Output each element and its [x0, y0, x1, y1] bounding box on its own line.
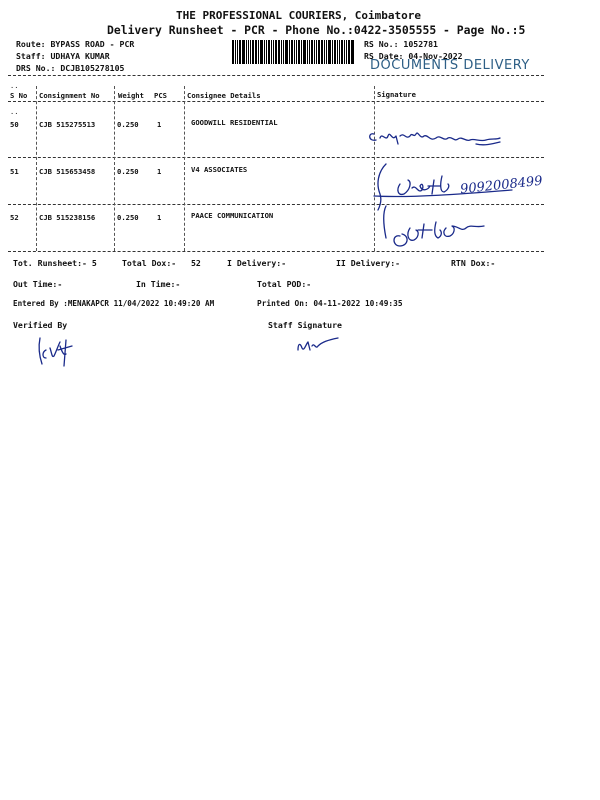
barcode-bar — [301, 40, 302, 64]
handwritten-phone: 9092008499 — [459, 173, 544, 198]
barcode-bar — [289, 40, 290, 64]
col-consignment: Consignment No — [39, 91, 100, 100]
total-pod: Total POD:- — [257, 279, 312, 289]
in-time: In Time:- — [136, 279, 181, 289]
marker-dots: .. — [10, 82, 19, 90]
barcode-bar — [239, 40, 241, 64]
staff-label: Staff: UDHAYA KUMAR — [16, 51, 110, 61]
col-signature: Signature — [377, 90, 416, 99]
barcode-bar — [275, 40, 277, 64]
row-50-sno: 50 — [10, 120, 19, 129]
row-51-sno: 51 — [10, 167, 19, 176]
verified-by-signature — [36, 332, 86, 372]
barcode-bar — [348, 40, 350, 64]
barcode-bar — [285, 40, 288, 64]
barcode-bar — [232, 40, 234, 64]
barcode-bar — [326, 40, 327, 64]
verified-by-label: Verified By — [13, 320, 68, 330]
row-52-weight: 0.250 — [117, 213, 139, 222]
row-51-consignee: V4 ASSOCIATES — [191, 165, 248, 174]
barcode-bar — [307, 40, 308, 64]
row-52-consignment: CJB 515238156 — [39, 213, 96, 222]
barcode-bar — [291, 40, 293, 64]
runsheet-subtitle: Delivery Runsheet - PCR - Phone No.:0422-3505555 - Page No.:5 — [107, 23, 526, 37]
barcode-bar — [334, 40, 336, 64]
ii-delivery: II Delivery:- — [336, 258, 401, 268]
staff-signature — [294, 334, 354, 358]
barcode-bar — [328, 40, 331, 64]
barcode-bar — [303, 40, 306, 64]
barcode-bar — [294, 40, 295, 64]
barcode-bar — [250, 40, 251, 64]
row-51-pcs: 1 — [157, 167, 162, 176]
divider — [8, 75, 544, 76]
barcode-bar — [268, 40, 270, 64]
barcode-bar — [318, 40, 320, 64]
rtn-dox: RTN Dox:- — [451, 258, 496, 268]
row-52-consignee: PAACE COMMUNICATION — [191, 211, 274, 220]
barcode-bar — [248, 40, 249, 64]
documents-delivery-stamp: DOCUMENTS DELIVERY — [370, 58, 530, 73]
barcode-bar — [332, 40, 333, 64]
barcode-bar — [235, 40, 236, 64]
barcode-bar — [351, 40, 354, 64]
barcode-bar — [278, 40, 280, 64]
column-divider — [184, 86, 185, 251]
drs-number: DRS No.: DCJB105278105 — [16, 63, 125, 73]
barcode-bar — [271, 40, 272, 64]
barcode-bar — [341, 40, 343, 64]
barcode-bar — [281, 40, 282, 64]
barcode-bar — [339, 40, 340, 64]
tot-runsheet: Tot. Runsheet:- 5 — [13, 258, 97, 268]
barcode-bar — [237, 40, 238, 64]
row-51-weight: 0.250 — [117, 167, 139, 176]
barcode-bar — [316, 40, 317, 64]
barcode-bar — [283, 40, 284, 64]
barcode-bar — [321, 40, 323, 64]
rs-number: RS No.: 1052781 — [364, 39, 438, 49]
total-dox-label: Total Dox:- — [122, 258, 177, 268]
barcode-bar — [252, 40, 254, 64]
barcode-bar — [242, 40, 245, 64]
barcode-bar — [346, 40, 347, 64]
barcode — [232, 40, 356, 64]
divider — [8, 101, 544, 102]
staff-signature-label: Staff Signature — [268, 320, 342, 330]
rs-date: RS Date: 04-Nov-2022 — [364, 51, 463, 61]
barcode-bar — [246, 40, 247, 64]
row-50-consignee: GOODWILL RESIDENTIAL — [191, 118, 278, 127]
entered-by: Entered By :MENAKAPCR 11/04/2022 10:49:20 AM — [13, 299, 215, 308]
barcode-bar — [273, 40, 274, 64]
row-52-sno: 52 — [10, 213, 19, 222]
barcode-bar — [344, 40, 345, 64]
company-title: THE PROFESSIONAL COURIERS, Coimbatore — [176, 9, 422, 22]
barcode-bar — [266, 40, 267, 64]
signature-row-50 — [366, 122, 526, 156]
printed-on: Printed On: 04-11-2022 10:49:35 — [257, 299, 403, 308]
marker-dots: .. — [10, 108, 19, 116]
barcode-bar — [258, 40, 259, 64]
signature-row-52 — [380, 204, 520, 254]
barcode-bar — [337, 40, 338, 64]
barcode-bar — [298, 40, 300, 64]
barcode-bar — [255, 40, 257, 64]
row-50-pcs: 1 — [157, 120, 162, 129]
barcode-bar — [260, 40, 263, 64]
i-delivery: I Delivery:- — [227, 258, 287, 268]
col-sno: S No — [10, 91, 28, 100]
column-divider — [114, 86, 115, 251]
total-dox-value: 52 — [191, 258, 201, 268]
column-divider — [36, 86, 37, 251]
row-50-weight: 0.250 — [117, 120, 139, 129]
barcode-bar — [296, 40, 297, 64]
barcode-bar — [264, 40, 265, 64]
divider — [8, 157, 544, 158]
out-time: Out Time:- — [13, 279, 63, 289]
barcode-bar — [324, 40, 325, 64]
row-52-pcs: 1 — [157, 213, 162, 222]
col-weight: Weight — [118, 91, 144, 100]
barcode-bar — [311, 40, 313, 64]
col-consignee: Consignee Details — [187, 91, 261, 100]
row-50-consignment: CJB 515275513 — [39, 120, 96, 129]
row-51-consignment: CJB 515653458 — [39, 167, 96, 176]
barcode-bar — [309, 40, 310, 64]
route-label: Route: BYPASS ROAD - PCR — [16, 39, 135, 49]
col-pcs: PCS — [154, 91, 167, 100]
barcode-bar — [314, 40, 315, 64]
